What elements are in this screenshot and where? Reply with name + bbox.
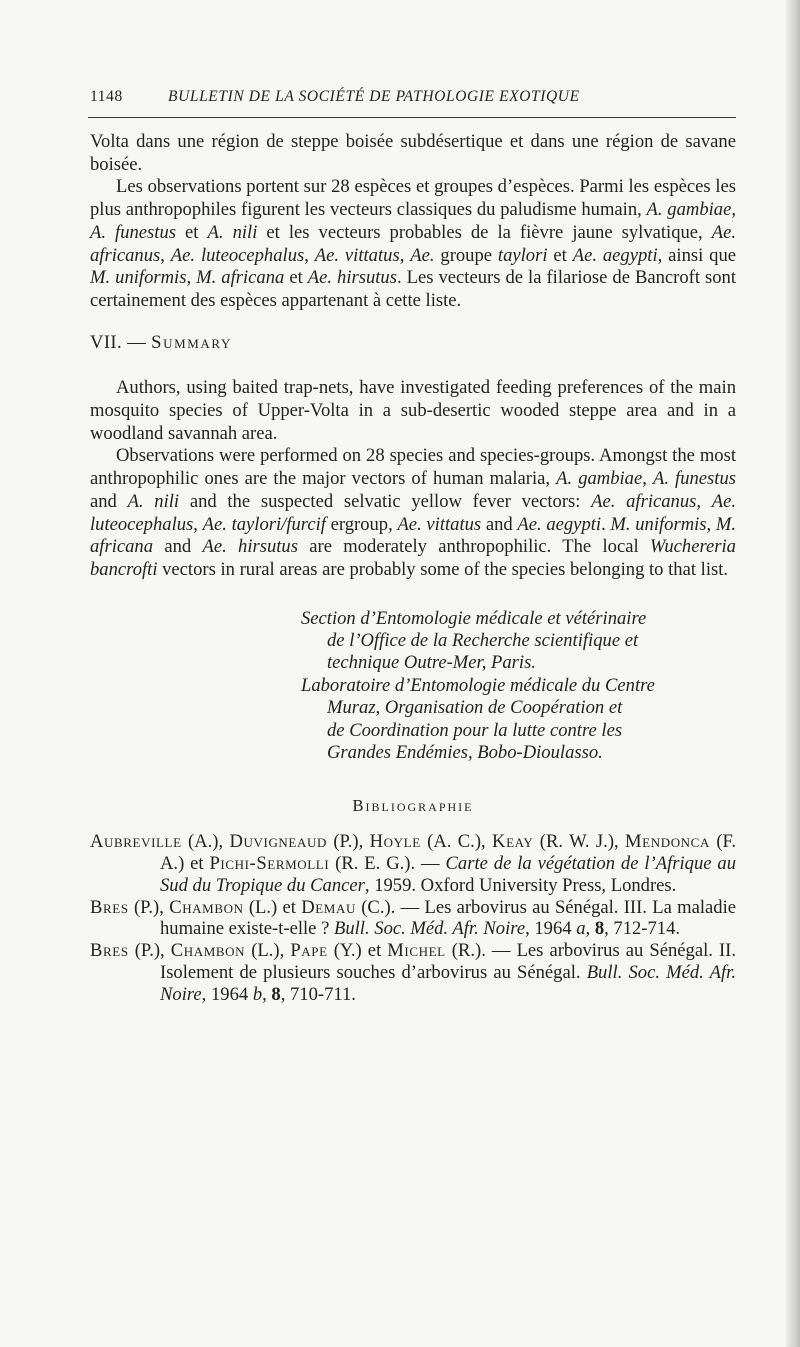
reference-entry: Bres (P.), Chambon (L.), Pape (Y.) et Michel (R.). — Les arbovirus au Sénégal. II. Isolement de plusieurs souches d’arbovirus au Sénégal. Bull. Soc. Méd. Afr. Noire, 1964 b, 8, 710-711. xyxy=(90,940,736,1005)
affiliation-line: de Coordination pour la lutte contre les xyxy=(327,719,623,741)
affiliation-line: Grandes Endémies, Bobo-Dioulasso. xyxy=(327,742,603,764)
affiliation-line: technique Outre-Mer, Paris. xyxy=(327,652,536,674)
article-body xyxy=(90,131,736,1006)
summary-heading: VII. — Summary xyxy=(90,331,232,353)
reference-entry: Aubreville (A.), Duvigneaud (P.), Hoyle (A. C.), Keay (R. W. J.), Mendonca (F. A.) et Pichi-Sermolli (R. E. G.). — Carte de la végétation de l’Afrique au Sud du Tropique du Cancer, 1959. Oxford University Press, Londres. xyxy=(90,831,737,896)
english-paragraph-2: Observations were performed on 28 species and species-groups. Amongst the most anthropophilic ones are the major vectors of human malaria, A. gambiae, A. funestus and A. nili and the suspected selvatic yellow fever vectors: Ae. africanus, Ae. luteocephalus, Ae. taylori/furcif ergroup, Ae. vittatus and Ae. aegypti. M. uniformis, M. africana and Ae. hirsutus are moderately anthropophilic. The local Wuchereria bancrofti vectors in rural areas are probably some of the species belonging to that list. xyxy=(90,445,737,580)
running-header xyxy=(88,88,736,112)
french-paragraph-1: Volta dans une région de steppe boisée subdésertique et dans une région de savane boisée. xyxy=(90,131,736,175)
affiliation-line: Section d’Entomologie médicale et vétérinaire xyxy=(301,607,647,629)
affiliation-line: Muraz, Organisation de Coopération et xyxy=(327,697,623,719)
reference-entry: Bres (P.), Chambon (L.) et Demau (C.). — Les arbovirus au Sénégal. III. La maladie humaine existe-t-elle ? Bull. Soc. Méd. Afr. Noire, 1964 a, 8, 712-714. xyxy=(90,896,736,940)
page-number: 1148 xyxy=(90,88,123,105)
english-paragraph-1: Authors, using baited trap-nets, have investigated feeding preferences of the main mosquito species of Upper-Volta in a sub-desertic wooded steppe area and in a woodland savannah area. xyxy=(90,377,736,444)
affiliation-line: Laboratoire d’Entomologie médicale du Centre xyxy=(301,674,655,696)
affiliation-line: de l’Office de la Recherche scientifique et xyxy=(327,630,639,652)
french-paragraph-2: Les observations portent sur 28 espèces et groupes d’espèces. Parmi les espèces les plus anthropophiles figurent les vecteurs classiques du paludisme humain, A. gambiae, A. funestus et A. nili et les vecteurs probables de la fièvre jaune sylvatique, Ae. africanus, Ae. luteocephalus, Ae. vittatus, Ae. groupe taylori et Ae. aegypti, ainsi que M. uniformis, M. africana et Ae. hirsutus. Les vecteurs de la filariose de Bancroft sont certainement des espèces appartenant à cette liste. xyxy=(90,176,737,311)
page-edge-shadow xyxy=(786,0,800,1347)
header-rule xyxy=(88,117,736,118)
author-affiliation xyxy=(301,608,736,765)
journal-title: BULLETIN DE LA SOCIÉTÉ DE PATHOLOGIE EXOTIQUE xyxy=(168,88,580,105)
bibliography-heading: Bibliographie xyxy=(352,795,474,815)
